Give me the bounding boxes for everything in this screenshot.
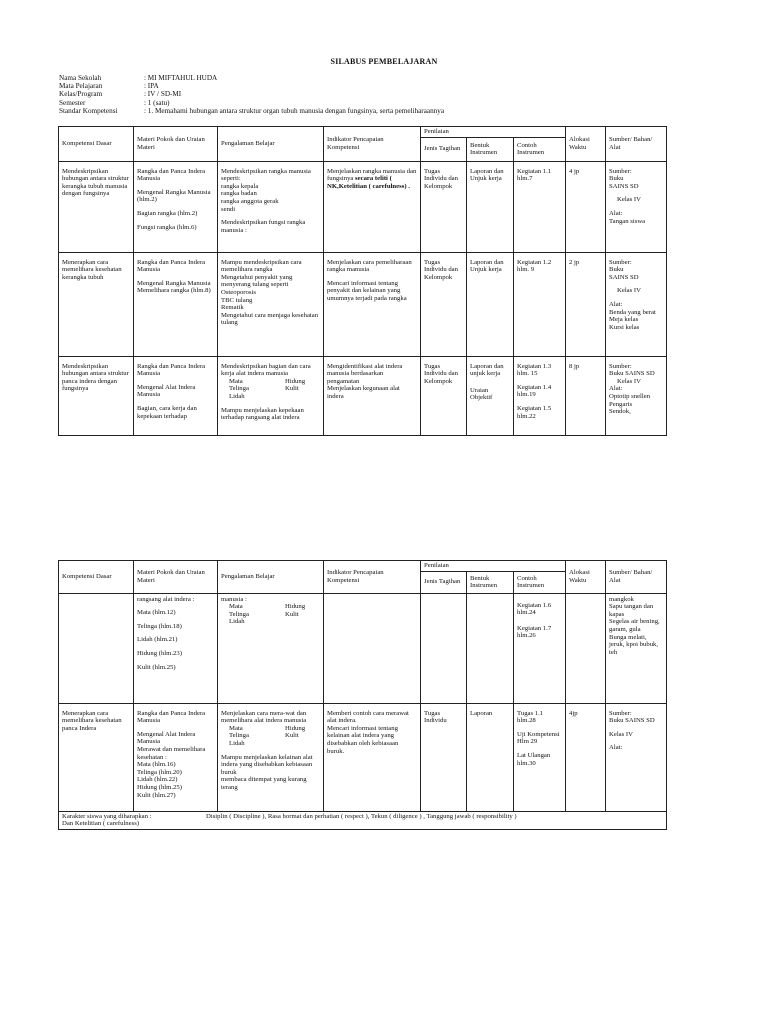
contoh-cell: Kegiatan 1.1 hlm.7 (514, 161, 566, 252)
pengalaman-cell (218, 252, 324, 356)
sumber-line: Optotip snellen (609, 392, 651, 400)
pengalaman-cell (218, 703, 324, 811)
header-row (59, 561, 667, 572)
jenis-cell: Tugas Individu dan Kelompok (421, 252, 467, 356)
materi-line: Telinga (hlm.20) (137, 768, 182, 776)
kd-cell: Menerapkan cara memelihara kesehatan panca Indera (59, 703, 134, 811)
organ-name: Lidah (229, 392, 245, 400)
contoh-line: Kegiatan 1.3 hlm. 15 (517, 362, 552, 378)
indikator-line: Memberi contoh cara merawat alat indera. (327, 709, 409, 725)
meta-row (59, 90, 444, 98)
materi-cell (134, 356, 218, 435)
character-footer-row (59, 811, 667, 829)
header-materi: Materi Pokok dan Uraian Materi (134, 127, 218, 162)
sumber-line: Kursi kelas (609, 323, 640, 331)
header-penilaian: Penilaian (421, 127, 566, 138)
materi-line: Rangka dan Panca Indera Manusia (137, 709, 206, 725)
pengalaman-line: Rematik (221, 304, 244, 312)
sumber-line: Sumber: (609, 167, 632, 175)
meta-value: : 1. Memahami hubungan antara struktur organ tubuh manusia dengan fungsinya, serta pemeliharaannya (144, 106, 445, 115)
indikator-emphasis: secara teliti ( NK,Ketelitian ( carefulness) . (327, 175, 410, 190)
indikator-text: Menjelaskan rangka manusia dan fungsinya (327, 167, 417, 183)
meta-label: Nama Sekolah (59, 74, 102, 82)
document-title: SILABUS PEMBELAJARAN (330, 57, 438, 66)
header-penilaian: Penilaian (421, 561, 566, 572)
organ-name: Hidung (285, 377, 306, 385)
contoh-line: Kegiatan 1.7 hlm.26 (517, 624, 552, 640)
organ-pair (221, 740, 320, 748)
kd-cell (59, 593, 134, 703)
meta-row (59, 107, 444, 115)
pengalaman-cell (218, 593, 324, 703)
bentuk-cell: Laporan dan Unjuk kerja (467, 161, 514, 252)
header-contoh: Contoh Instrumen (514, 137, 566, 161)
contoh-line: Uji Kompetensi Hlm 29 (517, 730, 560, 746)
organ-pair (221, 393, 320, 401)
table-row (59, 252, 667, 356)
header-kompetensi: Kompetensi Dasar (59, 127, 134, 162)
sumber-line: Sendok, (609, 408, 631, 416)
sumber-cell (606, 593, 667, 703)
organ-name: Mata (229, 377, 243, 385)
sumber-line: Meja kelas (609, 316, 639, 324)
sumber-line: Sumber: (609, 709, 632, 717)
table-row (59, 356, 667, 435)
organ-name: Mata (229, 603, 243, 611)
materi-line: Mengenal Rangka Manusia (hlm.2) (137, 188, 211, 204)
header-jenis: Jenis Tagihan (421, 137, 467, 161)
contoh-cell (514, 356, 566, 435)
sumber-line: Sumber: (609, 258, 632, 266)
pengalaman-line: Mengetahui cara menjaga kesehatan tulang (221, 311, 319, 327)
table-row (59, 161, 667, 252)
alokasi-cell: 8 jp (566, 356, 606, 435)
organ-name: Mata (229, 724, 243, 732)
organ-name: Kulit (285, 610, 299, 618)
indikator-cell (324, 252, 421, 356)
organ-name: Kulit (285, 732, 299, 740)
pengalaman-line: Mendeskripsikan bagian dan cara kerja alat indera manusia (221, 362, 311, 378)
header-indikator: Indikator Pencapaian Kompetensi (324, 561, 421, 594)
materi-cell (134, 161, 218, 252)
header-alokasi: Alokasi Waktu (566, 127, 606, 162)
materi-line: Fungsi rangka (hlm.6) (137, 223, 197, 231)
bentuk-line: Uraian Objektif (470, 386, 493, 402)
kd-cell: Mendeskripsikan hubungan antara struktur kerangka tubuh manusia dengan fungsinya (59, 161, 134, 252)
syllabus-table-page-2 (58, 560, 667, 830)
materi-cell (134, 252, 218, 356)
sumber-line: Bunga melati, jeruk, kpoi bubuk, teh (609, 633, 659, 656)
header-kompetensi: Kompetensi Dasar (59, 561, 134, 594)
contoh-cell: Kegiatan 1.2 hlm. 9 (514, 252, 566, 356)
organ-name: Telinga (229, 385, 249, 393)
sumber-line: Alat: (609, 385, 623, 393)
identity-block (59, 74, 444, 115)
footer-line-2: Dan Ketelitian ( carefulness) (62, 820, 140, 828)
meta-label: Kelas/Program (59, 90, 103, 99)
organ-name: Hidung (285, 724, 306, 732)
pengalaman-line: rangka badan (221, 190, 257, 198)
sumber-line: Segelas air bening, garam, gula (609, 618, 660, 633)
sumber-line: Alat: (609, 300, 623, 308)
indikator-cell (324, 161, 421, 252)
header-row (59, 127, 667, 138)
table-row (59, 593, 667, 703)
indikator-line: Mengidentifikasi alat indera manusia berdasarkan pengamatan (327, 362, 403, 385)
meta-value: : IV / SD-MI (144, 90, 182, 99)
header-pengalaman: Pengalaman Belajar (218, 561, 324, 594)
pengalaman-line: sendi (221, 205, 236, 213)
header-bentuk: Bentuk Instrumen (467, 571, 514, 593)
pengalaman-line: Menjelaskan cara mera-wat dan memelihara alat indera manusia (221, 709, 307, 725)
jenis-cell (421, 593, 467, 703)
materi-line: Rangka dan Panca Indera Manusia (137, 258, 206, 274)
table-row (59, 703, 667, 811)
pengalaman-line: Mampu menjelaskan kepekaan terhadap rangsang alat indera (221, 406, 304, 422)
materi-line: Merawat dan memelihara kesehatan : (137, 745, 206, 761)
organ-pair (221, 618, 320, 626)
pengalaman-line: Osteoporosis (221, 288, 256, 296)
header-indikator: Indikator Pencapaian Kompetensi (324, 127, 421, 162)
footer-value: Disiplin ( Discipline ), Rasa hormat dan perhatian ( respect ), Tekun ( diligence ) , Tanggung jawab ( responsibility ) (206, 812, 517, 820)
materi-line: Mengenal Alat Indera Manusia (137, 730, 196, 746)
materi-line: Rangka dan Panca Indera Manusia (137, 167, 206, 183)
contoh-line: Lat Ulangan hlm.30 (517, 751, 551, 767)
sumber-cell (606, 252, 667, 356)
materi-line: Bagian rangka (hlm.2) (137, 209, 198, 217)
header-sumber: Sumber/ Bahan/ Alat (606, 127, 667, 162)
bentuk-cell: Laporan dan Unjuk kerja (467, 252, 514, 356)
organ-name: Telinga (229, 732, 249, 740)
organ-name: Kulit (285, 385, 299, 393)
syllabus-table-page-1 (58, 126, 667, 436)
organ-pair (221, 732, 320, 740)
organ-pair (221, 725, 320, 733)
materi-cell (134, 593, 218, 703)
indikator-cell (324, 356, 421, 435)
jenis-cell: Tugas Individu (421, 703, 467, 811)
sumber-line: Tangan siswa (609, 217, 646, 225)
bentuk-cell: Laporan (467, 703, 514, 811)
kd-cell: Menerapkan cara memelihara kesehatan kerangka tubuh (59, 252, 134, 356)
meta-value: : 1 (satu) (144, 98, 170, 107)
sumber-line: Kelas IV (617, 196, 641, 204)
sumber-line: SAINS SD (609, 273, 639, 281)
materi-line: Mata (hlm.16) (137, 761, 176, 769)
indikator-line: Menjelaskan cara pemeliharaan rangka manusia (327, 258, 412, 274)
contoh-line: Kegiatan 1.5 hlm.22 (517, 404, 552, 420)
contoh-cell (514, 703, 566, 811)
meta-label: Mata Pelajaran (59, 82, 103, 91)
sumber-line: Buku (609, 175, 624, 183)
indikator-line: Menjelaskan kegunaan alat indera (327, 385, 400, 400)
indikator-line: Mencari informasi tentang penyakit dan kelainan yang umumnya terjadi pada rangka (327, 279, 407, 302)
bentuk-cell (467, 356, 514, 435)
meta-value: : IPA (144, 82, 159, 91)
sumber-cell (606, 703, 667, 811)
materi-line: Kulit (hlm.27) (137, 791, 176, 799)
pengalaman-line: TBC tulang (221, 296, 253, 304)
header-pengalaman: Pengalaman Belajar (218, 127, 324, 162)
sumber-line: SAINS SD (609, 182, 639, 190)
sumber-line: Buku SAINS SD (609, 717, 655, 725)
bentuk-cell (467, 593, 514, 703)
alokasi-cell: 4jp (566, 703, 606, 811)
sumber-line: Benda yang berat (609, 308, 656, 316)
sumber-line: mangkok (609, 595, 634, 603)
organ-name: Hidung (285, 603, 306, 611)
header-sumber: Sumber/ Bahan/ Alat (606, 561, 667, 594)
alokasi-cell: 4 jp (566, 161, 606, 252)
pengalaman-line: Mampu menjelaskan kelainan alat indera yang disebabkan kebiasaan buruk (221, 753, 313, 776)
pengalaman-line: Mampu mendeskripsikan cara memelihara rangka (221, 258, 302, 274)
sumber-line: Buku (609, 266, 624, 274)
indikator-cell (324, 593, 421, 703)
meta-row (59, 99, 444, 107)
pengalaman-cell (218, 161, 324, 252)
footer-line (62, 813, 663, 821)
organ-pair (221, 603, 320, 611)
materi-line: Mengenal Alat Indera Manusia (137, 383, 196, 399)
sumber-line: Alat: (609, 744, 623, 752)
contoh-cell (514, 593, 566, 703)
organ-name: Lidah (229, 739, 245, 747)
header-contoh: Contoh Instrumen (514, 571, 566, 593)
indikator-cell (324, 703, 421, 811)
meta-label: Standar Kompetensi (59, 106, 118, 115)
sumber-line: Sapu tangan dan kapas (609, 603, 654, 618)
header-alokasi: Alokasi Waktu (566, 561, 606, 594)
sumber-line: Sumber: (609, 362, 632, 370)
meta-row (59, 82, 444, 90)
contoh-line: Kegiatan 1.4 hlm.19 (517, 383, 552, 399)
sumber-line: Kelas IV (609, 730, 633, 738)
character-footer (59, 811, 667, 829)
bentuk-line: Laporan dan unjuk kerja (470, 362, 504, 378)
sumber-line: Kelas IV (617, 377, 641, 385)
materi-line: Lidah (hlm.22) (137, 776, 178, 784)
organ-name: Telinga (229, 610, 249, 618)
header-jenis: Jenis Tagihan (421, 571, 467, 593)
footer-label: Karakter siswa yang diharapkan : (62, 812, 152, 820)
materi-line: Mengenal Rangka Manusia Memelihara rangka (hlm.8) (137, 279, 211, 295)
materi-line: Rangka dan Panca Indera Manusia (137, 362, 206, 378)
sumber-line: Alat: (609, 209, 623, 217)
pengalaman-line: Mendeskripsikan fungsi rangka manusia : (221, 219, 306, 234)
materi-line: Hidung (hlm.23) (137, 649, 182, 657)
meta-row (59, 74, 444, 82)
kd-cell: Mendeskripsikan hubungan antara struktur panca indera dengan fungsinya (59, 356, 134, 435)
contoh-line: Tugas 1.1 hlm.28 (517, 709, 544, 725)
pengalaman-line: rangka kepala (221, 182, 259, 190)
sumber-cell (606, 356, 667, 435)
organ-pair (221, 611, 320, 619)
alokasi-cell: 2 jp (566, 252, 606, 356)
alokasi-cell (566, 593, 606, 703)
sumber-line: Kelas IV (617, 287, 641, 295)
materi-line: Mata (hlm.12) (137, 609, 176, 617)
pengalaman-cell (218, 356, 324, 435)
indikator-line: Mencari informasi tentang kelainan alat indera yang disebabkan oleh kebiasaan buruk. (327, 724, 399, 755)
pengalaman-line: Mendeskripsikan rangka manusia seperti: (221, 167, 311, 183)
sumber-line: Buku SAINS SD (609, 370, 655, 378)
materi-line: Kulit (hlm.25) (137, 663, 176, 671)
meta-label: Semester (59, 98, 86, 107)
pengalaman-line: Mengetahui penyakit yang menyerang tulang seperti (221, 273, 293, 289)
organ-pair (221, 378, 320, 386)
materi-line: Lidah (hlm.21) (137, 636, 178, 644)
jenis-cell: Tugas Individu dan Kelompok (421, 161, 467, 252)
sumber-cell (606, 161, 667, 252)
materi-cell (134, 703, 218, 811)
header-materi: Materi Pokok dan Uraian Materi (134, 561, 218, 594)
meta-value: : MI MIFTAHUL HUDA (144, 74, 218, 82)
organ-name: Lidah (229, 618, 245, 626)
pengalaman-line: manusia : (221, 595, 247, 603)
materi-line: Bagian, cara kerja dan kepekaan terhadap (137, 404, 197, 420)
pengalaman-line: membaca ditempat yang kurang terang (221, 776, 307, 791)
materi-line: Hidung (hlm.25) (137, 783, 182, 791)
sumber-line: Pengaris (609, 400, 633, 408)
organ-pair (221, 385, 320, 393)
materi-line: Telinga (hlm.18) (137, 622, 182, 630)
pengalaman-line: rangka anggota gerak (221, 197, 279, 205)
header-bentuk: Bentuk Instrumen (467, 137, 514, 161)
jenis-cell: Tugas Individu dan Kelompok (421, 356, 467, 435)
materi-line: rangsang alat indera : (137, 595, 195, 603)
contoh-line: Kegiatan 1.6 hlm.24 (517, 601, 552, 617)
